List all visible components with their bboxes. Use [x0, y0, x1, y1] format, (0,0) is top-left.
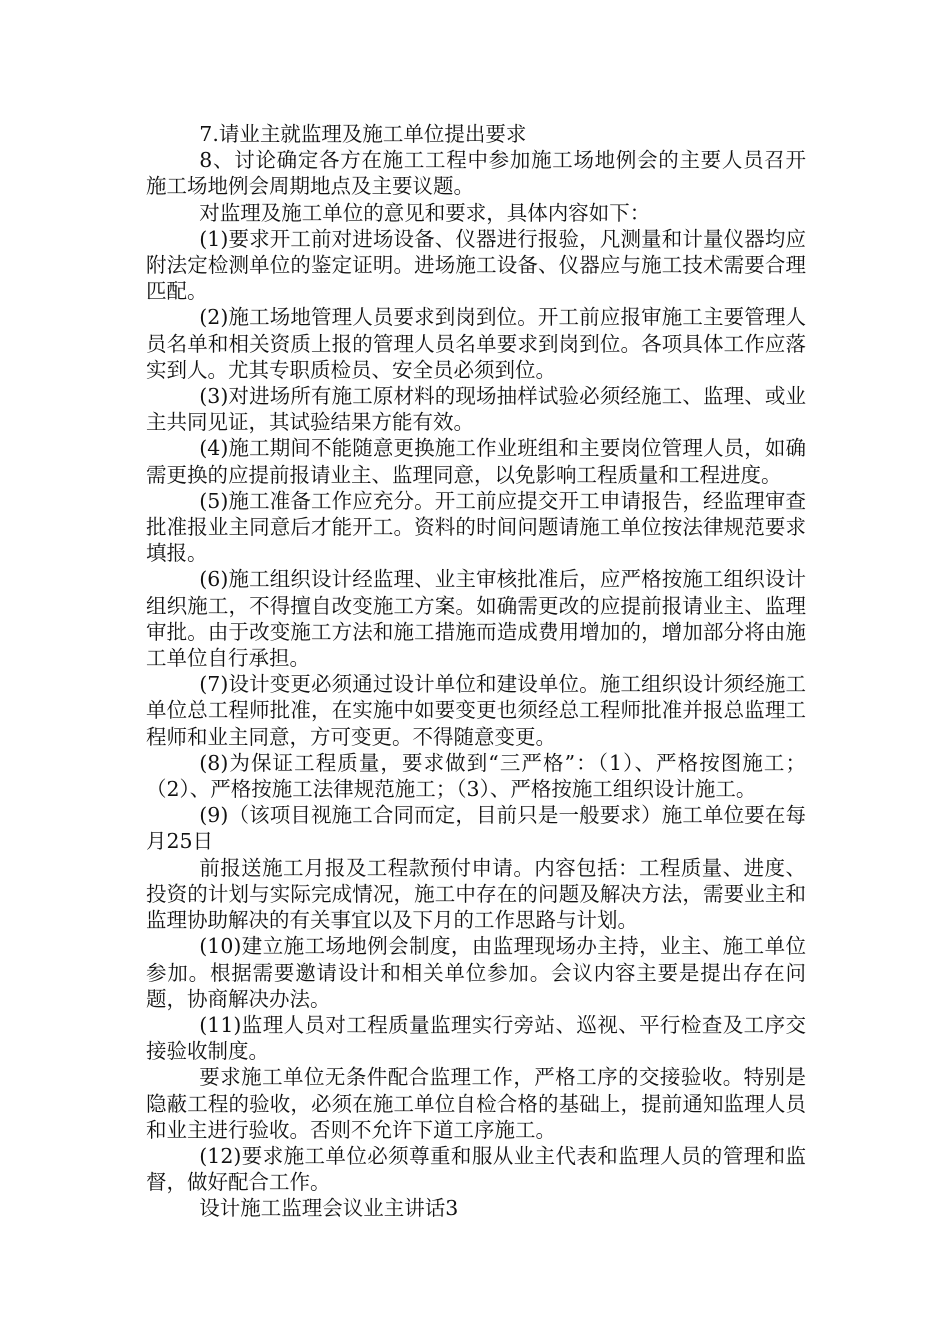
paragraph-requirements-intro: 对监理及施工单位的意见和要求，具体内容如下： — [199, 200, 651, 225]
paragraph-requirement-3: (3)对进场所有施工原材料的现场抽样试验必须经施工、监理、或业主共同见证，其试验结果方能有效。 — [146, 384, 806, 435]
paragraph-requirement-5: (5)施工准备工作应充分。开工前应提交开工申请报告，经监理审查批准报业主同意后才能开工。资料的时间问题请施工单位按法律规范要求填报。 — [146, 488, 806, 566]
paragraph-requirement-9-continued: 前报送施工月报及工程款预付申请。内容包括：工程质量、进度、投资的计划与实际完成情况，施工中存在的问题及解决方法，需要业主和监理协助解决的有关事宜以及下月的工作思路与计划。 — [146, 855, 806, 933]
paragraph-item-8: 8、讨论确定各方在施工工程中参加施工场地例会的主要人员召开施工场地例会周期地点及主要议题。 — [146, 148, 806, 199]
paragraph-requirement-11-continued: 要求施工单位无条件配合监理工作，严格工序的交接验收。特别是隐蔽工程的验收，必须在施工单位自检合格的基础上，提前通知监理人员和业主进行验收。否则不允许下道工序施工。 — [146, 1065, 806, 1142]
paragraph-requirement-6: (6)施工组织设计经监理、业主审核批准后，应严格按施工组织设计组织施工，不得擅自改变施工方案。如确需更改的应提前报请业主、监理审批。由于改变施工方法和施工措施而造成费用增加的，增加部分将由施工单位自行承担。 — [146, 567, 806, 671]
paragraph-requirement-1: (1)要求开工前对进场设备、仪器进行报验，凡测量和计量仪器均应附法定检测单位的鉴定证明。进场施工设备、仪器应与施工技术需要合理匹配。 — [146, 226, 806, 304]
paragraph-requirement-11: (11)监理人员对工程质量监理实行旁站、巡视、平行检查及工序交接验收制度。 — [146, 1012, 806, 1064]
document-body — [146, 121, 806, 1222]
paragraph-requirement-2: (2)施工场地管理人员要求到岗到位。开工前应报审施工主要管理人员名单和相关资质上报的管理人员名单要求到岗到位。各项具体工作应落实到人。尤其专职质检员、安全员必须到位。 — [146, 305, 806, 382]
paragraph-requirement-4: (4)施工期间不能随意更换施工作业班组和主要岗位管理人员，如确需更换的应提前报请业主、监理同意，以免影响工程质量和工程进度。 — [146, 436, 806, 487]
paragraph-requirement-10: (10)建立施工场地例会制度，由监理现场办主持，业主、施工单位参加。根据需要邀请设计和相关单位参加。会议内容主要是提出存在问题，协商解决办法。 — [146, 934, 806, 1011]
section-heading-speech-3: 设计施工监理会议业主讲话3 — [199, 1196, 459, 1221]
paragraph-requirement-12: (12)要求施工单位必须尊重和服从业主代表和监理人员的管理和监督，做好配合工作。 — [146, 1143, 806, 1195]
paragraph-requirement-8: (8)为保证工程质量，要求做到“三严格”：（1）、严格按图施工；（2）、严格按施工法律规范施工；（3）、严格按施工组织设计施工。 — [146, 750, 806, 802]
paragraph-requirement-7: (7)设计变更必须通过设计单位和建设单位。施工组织设计须经施工单位总工程师批准，在实施中如要变更也须经总工程师批准并报总监理工程师和业主同意，方可变更。不得随意变更。 — [146, 672, 806, 749]
paragraph-requirement-9: (9)（该项目视施工合同而定，目前只是一般要求）施工单位要在每月25日 — [146, 803, 806, 854]
paragraph-item-7: 7.请业主就监理及施工单位提出要求 — [199, 122, 527, 146]
